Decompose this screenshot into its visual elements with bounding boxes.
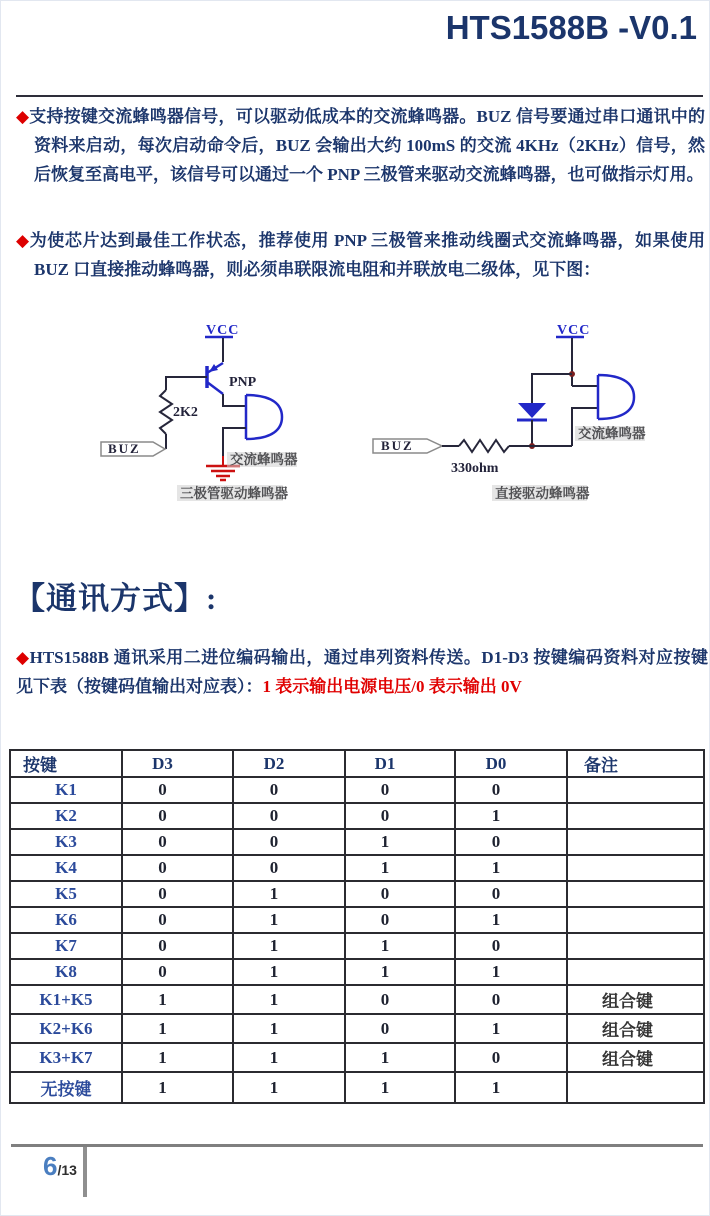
cell-d1: 1 <box>345 855 455 881</box>
resistor-330-icon <box>459 440 509 452</box>
speaker-icon <box>246 395 282 439</box>
table-row <box>10 959 704 985</box>
cell-d2: 0 <box>233 777 345 803</box>
circuit-transistor-drive <box>101 323 298 501</box>
cell-d3: 0 <box>122 881 233 907</box>
table-row <box>10 777 704 803</box>
key-code-table <box>9 749 705 1104</box>
cell-note <box>567 855 704 881</box>
cell-d1: 0 <box>345 1014 455 1043</box>
cell-note: 组合键 <box>567 1014 704 1043</box>
table-row <box>10 933 704 959</box>
cell-d0: 0 <box>455 933 567 959</box>
cell-key: 无按键 <box>10 1072 122 1103</box>
resistor-2k2-icon <box>160 390 172 434</box>
page-number-current: 6 <box>43 1151 58 1181</box>
cell-note <box>567 829 704 855</box>
vcc-label: VCC <box>206 323 240 338</box>
cell-note <box>567 933 704 959</box>
cell-key: K4 <box>10 855 122 881</box>
cell-d2: 1 <box>233 881 345 907</box>
cell-d3: 0 <box>122 907 233 933</box>
cell-d2: 1 <box>233 1043 345 1072</box>
base-wire <box>166 377 207 390</box>
header-d1: D1 <box>345 750 455 777</box>
circuit-diagrams <box>1 316 710 516</box>
cell-note: 组合键 <box>567 1043 704 1072</box>
resistor-value-label: 330ohm <box>451 461 499 476</box>
cell-d0: 1 <box>455 1072 567 1103</box>
diode-icon <box>517 403 547 420</box>
cell-d1: 1 <box>345 959 455 985</box>
cell-key: K1+K5 <box>10 985 122 1014</box>
buz-port-label: BUZ <box>381 438 414 453</box>
cell-note <box>567 1072 704 1103</box>
paragraph-text: 支持按键交流蜂鸣器信号，可以驱动低成本的交流蜂鸣器。BUZ 信号要通过串口通讯中的资料来启动，每次启动命令后，BUZ 会输出大约 100mS 的交流 4KHz（2KHz）信号，然后恢复至高电平，该信号可以通过一个 PNP 三极管来驱动交流蜂鸣器，也可做指示灯用。 <box>29 107 705 184</box>
cell-d0: 1 <box>455 907 567 933</box>
speaker-label: 交流蜂鸣器 <box>230 452 298 467</box>
cell-d3: 1 <box>122 1043 233 1072</box>
table-row-combo <box>10 985 704 1014</box>
buz-port-label: BUZ <box>108 441 141 456</box>
cell-d3: 1 <box>122 1072 233 1103</box>
diamond-bullet-icon: ◆ <box>16 231 30 250</box>
header-note: 备注 <box>567 750 704 777</box>
cell-key: K2 <box>10 803 122 829</box>
diamond-bullet-icon: ◆ <box>16 107 30 126</box>
cell-d3: 0 <box>122 829 233 855</box>
cell-d2: 1 <box>233 1014 345 1043</box>
cell-d2: 1 <box>233 959 345 985</box>
cell-note <box>567 959 704 985</box>
cell-d1: 0 <box>345 985 455 1014</box>
diamond-bullet-icon: ◆ <box>16 648 30 667</box>
diagram-caption: 直接驱动蜂鸣器 <box>495 486 590 501</box>
paragraph-text: 为使芯片达到最佳工作状态，推荐使用 PNP 三极管来推动线圈式交流蜂鸣器，如果使用 BUZ 口直接推动蜂鸣器，则必须串联限流电阻和并联放电二级体，见下图： <box>29 231 705 279</box>
diagram-caption: 三极管驱动蜂鸣器 <box>180 486 288 501</box>
cell-note <box>567 907 704 933</box>
cell-d2: 1 <box>233 907 345 933</box>
header-key: 按键 <box>10 750 122 777</box>
cell-key: K7 <box>10 933 122 959</box>
cell-note <box>567 777 704 803</box>
cell-d1: 0 <box>345 803 455 829</box>
cell-d0: 0 <box>455 881 567 907</box>
diode-branch-wire <box>532 374 572 403</box>
resistor-value-label: 2K2 <box>173 405 198 420</box>
cell-d0: 0 <box>455 1043 567 1072</box>
vcc-label: VCC <box>557 323 591 338</box>
cell-note <box>567 881 704 907</box>
cell-key: K8 <box>10 959 122 985</box>
cell-d0: 0 <box>455 985 567 1014</box>
cell-note: 组合键 <box>567 985 704 1014</box>
cell-key: K5 <box>10 881 122 907</box>
cell-d1: 1 <box>345 1072 455 1103</box>
cell-d3: 0 <box>122 933 233 959</box>
cell-d2: 0 <box>233 829 345 855</box>
footer-vertical-bar <box>83 1147 87 1197</box>
cell-d0: 1 <box>455 1014 567 1043</box>
paragraph-encoding <box>16 643 708 701</box>
table-row <box>10 855 704 881</box>
cell-d1: 1 <box>345 1043 455 1072</box>
circuit-direct-drive <box>373 323 646 501</box>
table-row <box>10 881 704 907</box>
section-heading-communication: 【通讯方式】: <box>14 581 218 616</box>
cell-note <box>567 803 704 829</box>
cell-d2: 1 <box>233 985 345 1014</box>
speaker-label: 交流蜂鸣器 <box>578 426 646 441</box>
cell-d2: 1 <box>233 1072 345 1103</box>
header-d0: D0 <box>455 750 567 777</box>
table-row-no-key <box>10 1072 704 1103</box>
cell-d0: 0 <box>455 829 567 855</box>
cell-key: K6 <box>10 907 122 933</box>
cell-key: K2+K6 <box>10 1014 122 1043</box>
cell-key: K1 <box>10 777 122 803</box>
cell-key: K3 <box>10 829 122 855</box>
header-d3: D3 <box>122 750 233 777</box>
page-number-total: /13 <box>57 1162 77 1178</box>
pnp-transistor-icon <box>207 363 223 394</box>
paragraph-buzzer-signal <box>16 102 705 189</box>
collector-wire <box>223 394 246 406</box>
cell-d2: 1 <box>233 933 345 959</box>
table-row <box>10 829 704 855</box>
cell-d1: 0 <box>345 907 455 933</box>
table-row-combo <box>10 1014 704 1043</box>
cell-d1: 1 <box>345 829 455 855</box>
table-row <box>10 803 704 829</box>
cell-d1: 0 <box>345 777 455 803</box>
speaker-icon <box>598 375 634 419</box>
cell-d2: 0 <box>233 803 345 829</box>
cell-d3: 0 <box>122 855 233 881</box>
table-row-combo <box>10 1043 704 1072</box>
header-d2: D2 <box>233 750 345 777</box>
cell-d2: 0 <box>233 855 345 881</box>
cell-d0: 1 <box>455 803 567 829</box>
cell-d0: 0 <box>455 777 567 803</box>
footer-divider <box>11 1144 703 1147</box>
cell-d3: 0 <box>122 959 233 985</box>
cell-d3: 1 <box>122 985 233 1014</box>
paragraph-text: HTS1588B 通讯采用二进位编码输出，通过串列资料传送。D1-D3 按键编码资料对应按键见下表（按键码值输出对应表）： <box>16 648 708 696</box>
cell-d3: 0 <box>122 777 233 803</box>
page-number <box>43 1151 77 1182</box>
cell-d3: 1 <box>122 1014 233 1043</box>
table-header-row <box>10 750 704 777</box>
pnp-label: PNP <box>229 375 257 390</box>
cell-d0: 1 <box>455 855 567 881</box>
paragraph-recommendation <box>16 226 705 284</box>
cell-d3: 0 <box>122 803 233 829</box>
page-title: HTS1588B -V0.1 <box>445 9 697 46</box>
cell-d0: 1 <box>455 959 567 985</box>
table-row <box>10 907 704 933</box>
cell-d1: 0 <box>345 881 455 907</box>
top-divider <box>16 95 703 97</box>
cell-key: K3+K7 <box>10 1043 122 1072</box>
paragraph-red-note: 1 表示输出电源电压/0 表示输出 0V <box>262 677 522 696</box>
cell-d1: 1 <box>345 933 455 959</box>
